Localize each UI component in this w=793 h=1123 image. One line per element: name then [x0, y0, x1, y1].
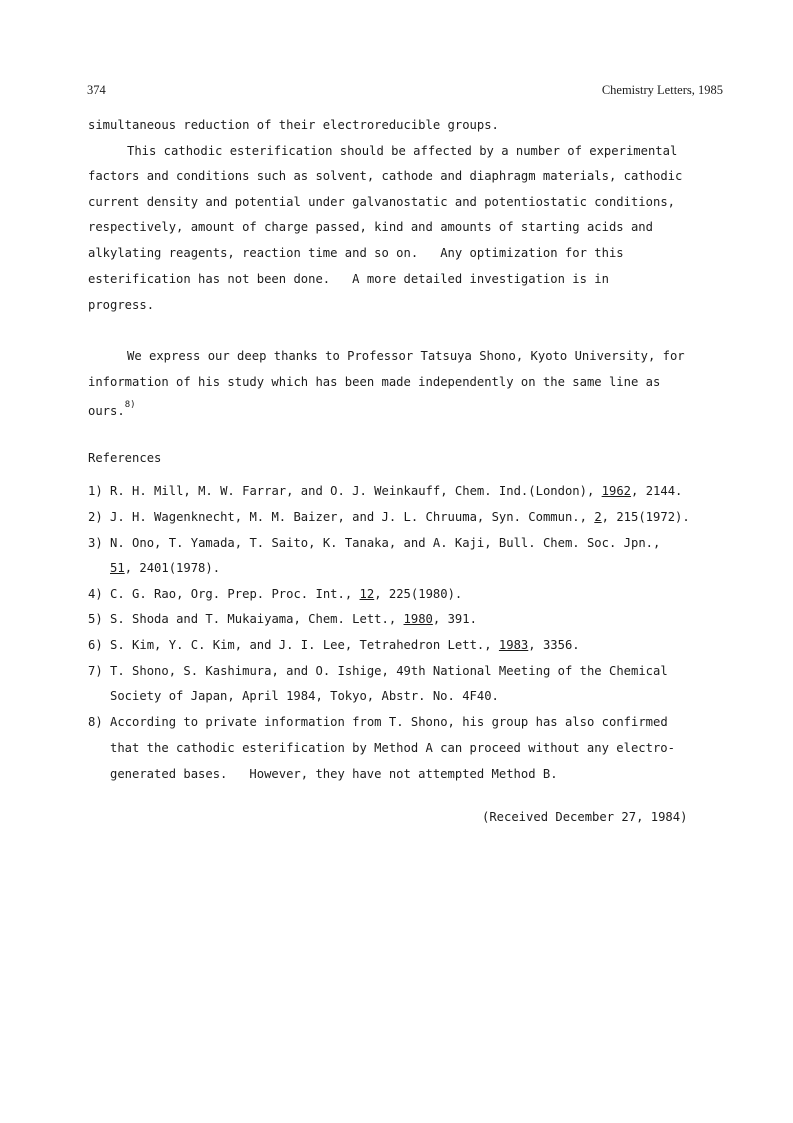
body-line: This cathodic esterification should be affected by a number of experimental [127, 144, 678, 158]
reference-item: 2) J. H. Wagenknecht, M. M. Baizer, and J. L. Chruuma, Syn. Commun., 2, 215(1972). [88, 510, 690, 524]
reference-item: 3) N. Ono, T. Yamada, T. Saito, K. Tanaka, and A. Kaji, Bull. Chem. Soc. Jpn., [88, 536, 661, 550]
page-number: 374 [87, 83, 106, 97]
received-date: (Received December 27, 1984) [482, 810, 688, 824]
body-line: alkylating reagents, reaction time and so on. Any optimization for this [88, 246, 624, 260]
citation-superscript: 8) [124, 400, 136, 410]
body-line: current density and potential under galvanostatic and potentiostatic conditions, [88, 195, 675, 209]
reference-continuation: Society of Japan, April 1984, Tokyo, Abstr. No. 4F40. [110, 689, 499, 703]
acknowledgement-line: information of his study which has been made independently on the same line as [88, 375, 661, 389]
reference-item: 1) R. H. Mill, M. W. Farrar, and O. J. Weinkauff, Chem. Ind.(London), 1962, 2144. [88, 484, 683, 498]
reference-item: 6) S. Kim, Y. C. Kim, and J. I. Lee, Tetrahedron Lett., 1983, 3356. [88, 638, 580, 652]
running-header-journal: Chemistry Letters, 1985 [601, 83, 723, 97]
reference-item: 4) C. G. Rao, Org. Prep. Proc. Int., 12, 225(1980). [88, 587, 463, 601]
reference-item: 7) T. Shono, S. Kashimura, and O. Ishige, 49th National Meeting of the Chemical [88, 664, 668, 678]
reference-continuation: that the cathodic esterification by Method A can proceed without any electro- [110, 741, 675, 755]
body-line: progress. [88, 298, 155, 312]
body-line: factors and conditions such as solvent, cathode and diaphragm materials, cathodic [88, 169, 683, 183]
body-line: simultaneous reduction of their electroreducible groups. [88, 118, 499, 132]
body-line: respectively, amount of charge passed, kind and amounts of starting acids and [88, 220, 653, 234]
reference-continuation: 51, 2401(1978). [110, 561, 221, 575]
body-line: esterification has not been done. A more detailed investigation is in [88, 272, 609, 286]
acknowledgement-line: ours.$^{8)}$ [88, 400, 136, 419]
reference-continuation: generated bases. However, they have not attempted Method B. [110, 767, 558, 781]
references-heading: References [88, 451, 162, 465]
reference-item: 5) S. Shoda and T. Mukaiyama, Chem. Lett., 1980, 391. [88, 612, 477, 626]
acknowledgement-line: We express our deep thanks to Professor Tatsuya Shono, Kyoto University, for [127, 349, 685, 363]
reference-item: 8) According to private information from T. Shono, his group has also confirmed [88, 715, 668, 729]
